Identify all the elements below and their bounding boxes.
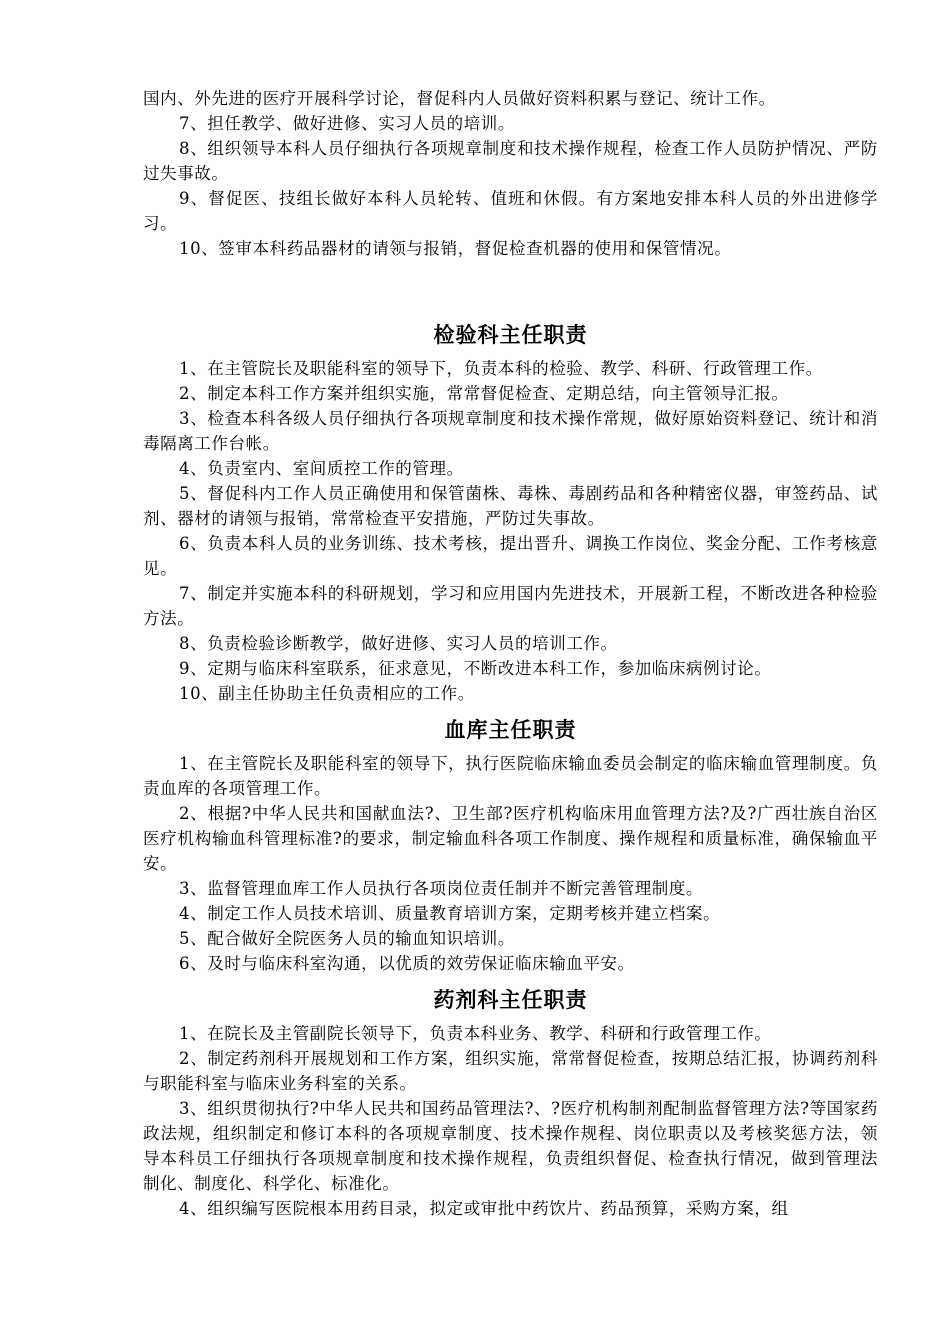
duty-item: 2、制定药剂科开展规划和工作方案，组织实施，常常督促检查，按期总结汇报，协调药剂科与职能科室与临床业务科室的关系。 <box>143 1049 878 1093</box>
duty-item: 3、监督管理血库工作人员执行各项岗位责任制并不断完善管理制度。 <box>179 879 704 898</box>
section-title: 检验科主任职责 <box>433 323 588 347</box>
duty-item: 5、督促科内工作人员正确使用和保管菌株、毒株、毒剧药品和各种精密仪器，审签药品、试剂、器材的请领与报销，常常检查平安措施，严防过失事故。 <box>143 484 878 528</box>
duty-item: 9、定期与临床科室联系，征求意见，不断改进本科工作，参加临床病例讨论。 <box>179 659 772 678</box>
intro-line: 9、督促医、技组长做好本科人员轮转、值班和休假。有方案地安排本科人员的外出进修学习。 <box>143 189 878 233</box>
duty-item: 7、制定并实施本科的科研规划，学习和应用国内先进技术，开展新工程，不断改进各种检验方法。 <box>143 584 878 628</box>
document-page <box>143 86 878 1221</box>
intro-line: 国内、外先进的医疗开展科学讨论，督促科内人员做好资料积累与登记、统计工作。 <box>143 89 776 108</box>
duty-item: 1、在主管院长及职能科室的领导下，执行医院临床输血委员会制定的临床输血管理制度。负责血库的各项管理工作。 <box>143 754 878 798</box>
section-blood-bank-director <box>143 715 878 976</box>
duty-item: 6、及时与临床科室沟通，以优质的效劳保证临床输血平安。 <box>179 954 635 973</box>
duty-item: 3、检查本科各级人员仔细执行各项规章制度和技术操作常规，做好原始资料登记、统计和消毒隔离工作台帐。 <box>143 409 878 453</box>
intro-line: 7、担任教学、做好进修、实习人员的培训。 <box>179 114 515 133</box>
section-title: 药剂科主任职责 <box>433 988 588 1012</box>
duty-item: 2、根据?中华人民共和国献血法?、卫生部?医疗机构临床用血管理方法?及?广西壮族自治区医疗机构输血科管理标准?的要求，制定输血科各项工作制度、操作规程和质量标准，确保输血平安。 <box>143 804 878 873</box>
section-pharmacy-director <box>143 985 878 1221</box>
duty-item: 10、副主任协助主任负责相应的工作。 <box>179 684 475 703</box>
duty-item: 1、在院长及主管副院长领导下，负责本科业务、教学、科研和行政管理工作。 <box>179 1024 772 1043</box>
section-lab-director <box>143 320 878 706</box>
duty-item: 3、组织贯彻执行?中华人民共和国药品管理法?、?医疗机构制剂配制监督管理方法?等国家药政法规，组织制定和修订本科的各项规章制度、技术操作规程、岗位职责以及考核奖惩方法，领导本科员工仔细执行各项规章制度和技术操作规程，负责组织督促、检查执行情况，做到管理法制化、制度化、科学化、标准化。 <box>143 1099 878 1193</box>
duty-item: 5、配合做好全院医务人员的输血知识培训。 <box>179 929 515 948</box>
intro-line: 10、签审本科药品器材的请领与报销，督促检查机器的使用和保管情况。 <box>179 239 732 258</box>
duty-item: 4、负责室内、室间质控工作的管理。 <box>179 459 464 478</box>
intro-line: 8、组织领导本科人员仔细执行各项规章制度和技术操作规程，检查工作人员防护情况、严防过失事故。 <box>143 139 878 183</box>
duty-item: 1、在主管院长及职能科室的领导下，负责本科的检验、教学、科研、行政管理工作。 <box>179 359 823 378</box>
duty-item: 2、制定本科工作方案并组织实施，常常督促检查、定期总结，向主管领导汇报。 <box>179 384 789 403</box>
duty-item: 6、负责本科人员的业务训练、技术考核，提出晋升、调换工作岗位、奖金分配、工作考核意见。 <box>143 534 878 578</box>
section-title: 血库主任职责 <box>444 718 577 742</box>
duty-item: 8、负责检验诊断教学，做好进修、实习人员的培训工作。 <box>179 634 618 653</box>
duty-item: 4、组织编写医院根本用药目录，拟定或审批中药饮片、药品预算，采购方案，组 <box>179 1199 789 1218</box>
duty-item: 4、制定工作人员技术培训、质量教育培训方案，定期考核并建立档案。 <box>179 904 721 923</box>
